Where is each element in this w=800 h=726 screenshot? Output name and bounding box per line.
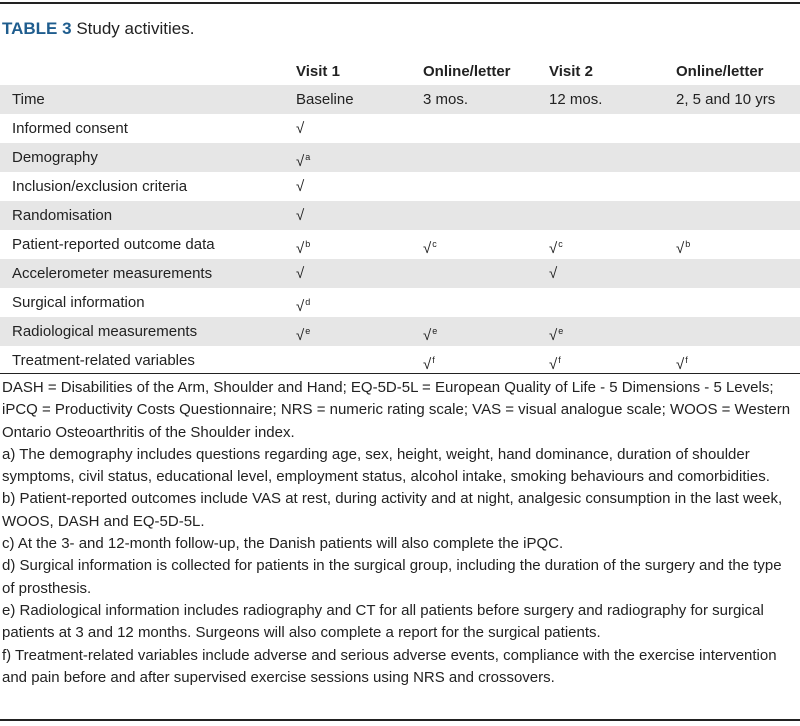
footnote: a) The demography includes questions regarding age, sex, height, weight, hand dominance, duration of shoulder symptoms, civil status, educational level, employment status, alcohol intake, smoking behaviours and comorbidities. xyxy=(2,445,770,486)
check-mark: √ xyxy=(423,356,432,373)
column-header: Visit 1 xyxy=(296,63,340,80)
column-header: Online/letter xyxy=(676,63,764,80)
table-row xyxy=(0,230,800,259)
table-row xyxy=(0,143,800,172)
row-label: Radiological measurements xyxy=(12,323,198,340)
table-cell xyxy=(676,85,775,114)
table-cell xyxy=(549,259,557,288)
table-row xyxy=(0,114,800,143)
table-cell xyxy=(423,85,468,114)
table-bottom-rule xyxy=(0,373,800,374)
check-mark: √ xyxy=(296,298,305,315)
table-row xyxy=(0,259,800,288)
table-cell xyxy=(296,85,354,114)
row-label: Surgical information xyxy=(12,294,145,311)
check-mark: √ xyxy=(423,327,432,344)
column-header: Online/letter xyxy=(423,63,511,80)
footnote-marker: f xyxy=(432,355,435,365)
table-row xyxy=(0,85,800,114)
table-cell xyxy=(296,230,310,259)
footnote: c) At the 3- and 12-month follow-up, the Danish patients will also complete the iPQC. xyxy=(2,535,564,553)
check-mark: √ xyxy=(549,265,558,282)
footnote: d) Surgical information is collected for patients in the surgical group, including the duration of the surgery and the type of prosthesis. xyxy=(2,557,782,597)
footnote-marker: e xyxy=(305,326,311,336)
table-cell xyxy=(549,230,563,259)
check-mark: √ xyxy=(423,240,432,257)
table-cell xyxy=(549,346,561,375)
cell-text: 12 mos. xyxy=(549,91,603,108)
table-caption xyxy=(2,19,194,39)
check-mark: √ xyxy=(296,207,305,224)
check-mark: √ xyxy=(296,120,305,137)
cell-text: 3 mos. xyxy=(423,91,469,108)
row-label: Randomisation xyxy=(12,207,113,224)
table-row xyxy=(0,288,800,317)
footnote-marker: c xyxy=(558,239,563,249)
table-cell xyxy=(296,259,304,288)
footnote: f) Treatment-related variables include adverse and serious adverse events, compliance with the exercise intervention and pain before and after supervised exercise sessions using NRS and crossovers. xyxy=(2,646,777,686)
check-mark: √ xyxy=(676,240,685,257)
cell-text: Baseline xyxy=(296,91,354,108)
table-cell xyxy=(296,201,304,230)
check-mark: √ xyxy=(296,327,305,344)
table-cell xyxy=(296,143,310,172)
table-cell xyxy=(296,288,310,317)
table-row xyxy=(0,172,800,201)
check-mark: √ xyxy=(296,153,305,170)
row-label: Informed consent xyxy=(12,120,128,137)
table-cell xyxy=(423,230,437,259)
table-cell xyxy=(676,230,690,259)
table-cell xyxy=(296,172,304,201)
check-mark: √ xyxy=(549,327,558,344)
footnote: b) Patient-reported outcomes include VAS at rest, during activity and at night, analgesic consumption in the last week, WOOS, DASH and EQ-5D-5L. xyxy=(2,490,783,530)
row-label: Treatment-related variables xyxy=(12,352,195,369)
table-row xyxy=(0,201,800,230)
footnote-marker: b xyxy=(305,239,311,249)
table-cell xyxy=(423,317,437,346)
table-cell xyxy=(423,346,435,375)
table-cell xyxy=(296,114,304,143)
table-cell xyxy=(296,317,310,346)
check-mark: √ xyxy=(549,240,558,257)
footnote-marker: e xyxy=(558,326,564,336)
row-label: Time xyxy=(12,91,45,108)
check-mark: √ xyxy=(296,240,305,257)
footnote-marker: b xyxy=(685,239,691,249)
table-cell xyxy=(549,85,602,114)
footnote: e) Radiological information includes radiography and CT for all patients before surgery and radiography for surgical patients at 3 and 12 months. Surgeons will also complete a report for the surgical patients. xyxy=(2,601,764,642)
table-row xyxy=(0,346,800,375)
abbreviations-note: DASH = Disabilities of the Arm, Shoulder and Hand; EQ-5D-5L = European Quality of Life - 5 Dimensions - 5 Levels; iPCQ = Productivity Costs Questionnaire; NRS = numeric rating scale; VAS = visual analogue scale; WOOS = Western Ontario Osteoarthritis of the Shoulder index. xyxy=(2,379,791,441)
footnote-marker: d xyxy=(305,297,311,307)
cell-text: 2, 5 and 10 yrs xyxy=(676,91,776,108)
check-mark: √ xyxy=(676,356,685,373)
footnote-marker: f xyxy=(558,355,561,365)
top-rule xyxy=(0,2,800,4)
footnote-marker: c xyxy=(432,239,437,249)
footnote-marker: a xyxy=(305,152,311,162)
column-header: Visit 2 xyxy=(549,63,593,80)
footnote-marker: e xyxy=(432,326,438,336)
table-footnotes xyxy=(2,377,798,689)
table-cell xyxy=(549,317,563,346)
check-mark: √ xyxy=(296,265,305,282)
table-cell xyxy=(676,346,688,375)
row-label: Patient-reported outcome data xyxy=(12,236,215,253)
bottom-rule xyxy=(0,719,800,721)
check-mark: √ xyxy=(549,356,558,373)
table-row xyxy=(0,317,800,346)
row-label: Inclusion/exclusion criteria xyxy=(12,178,188,195)
study-activities-table xyxy=(0,56,800,375)
check-mark: √ xyxy=(296,178,305,195)
footnote-marker: f xyxy=(685,355,688,365)
table-header-row xyxy=(0,56,800,85)
row-label: Accelerometer measurements xyxy=(12,265,213,282)
row-label: Demography xyxy=(12,149,98,166)
table-title: Study activities. xyxy=(76,19,195,38)
table-number: TABLE 3 xyxy=(2,19,72,38)
